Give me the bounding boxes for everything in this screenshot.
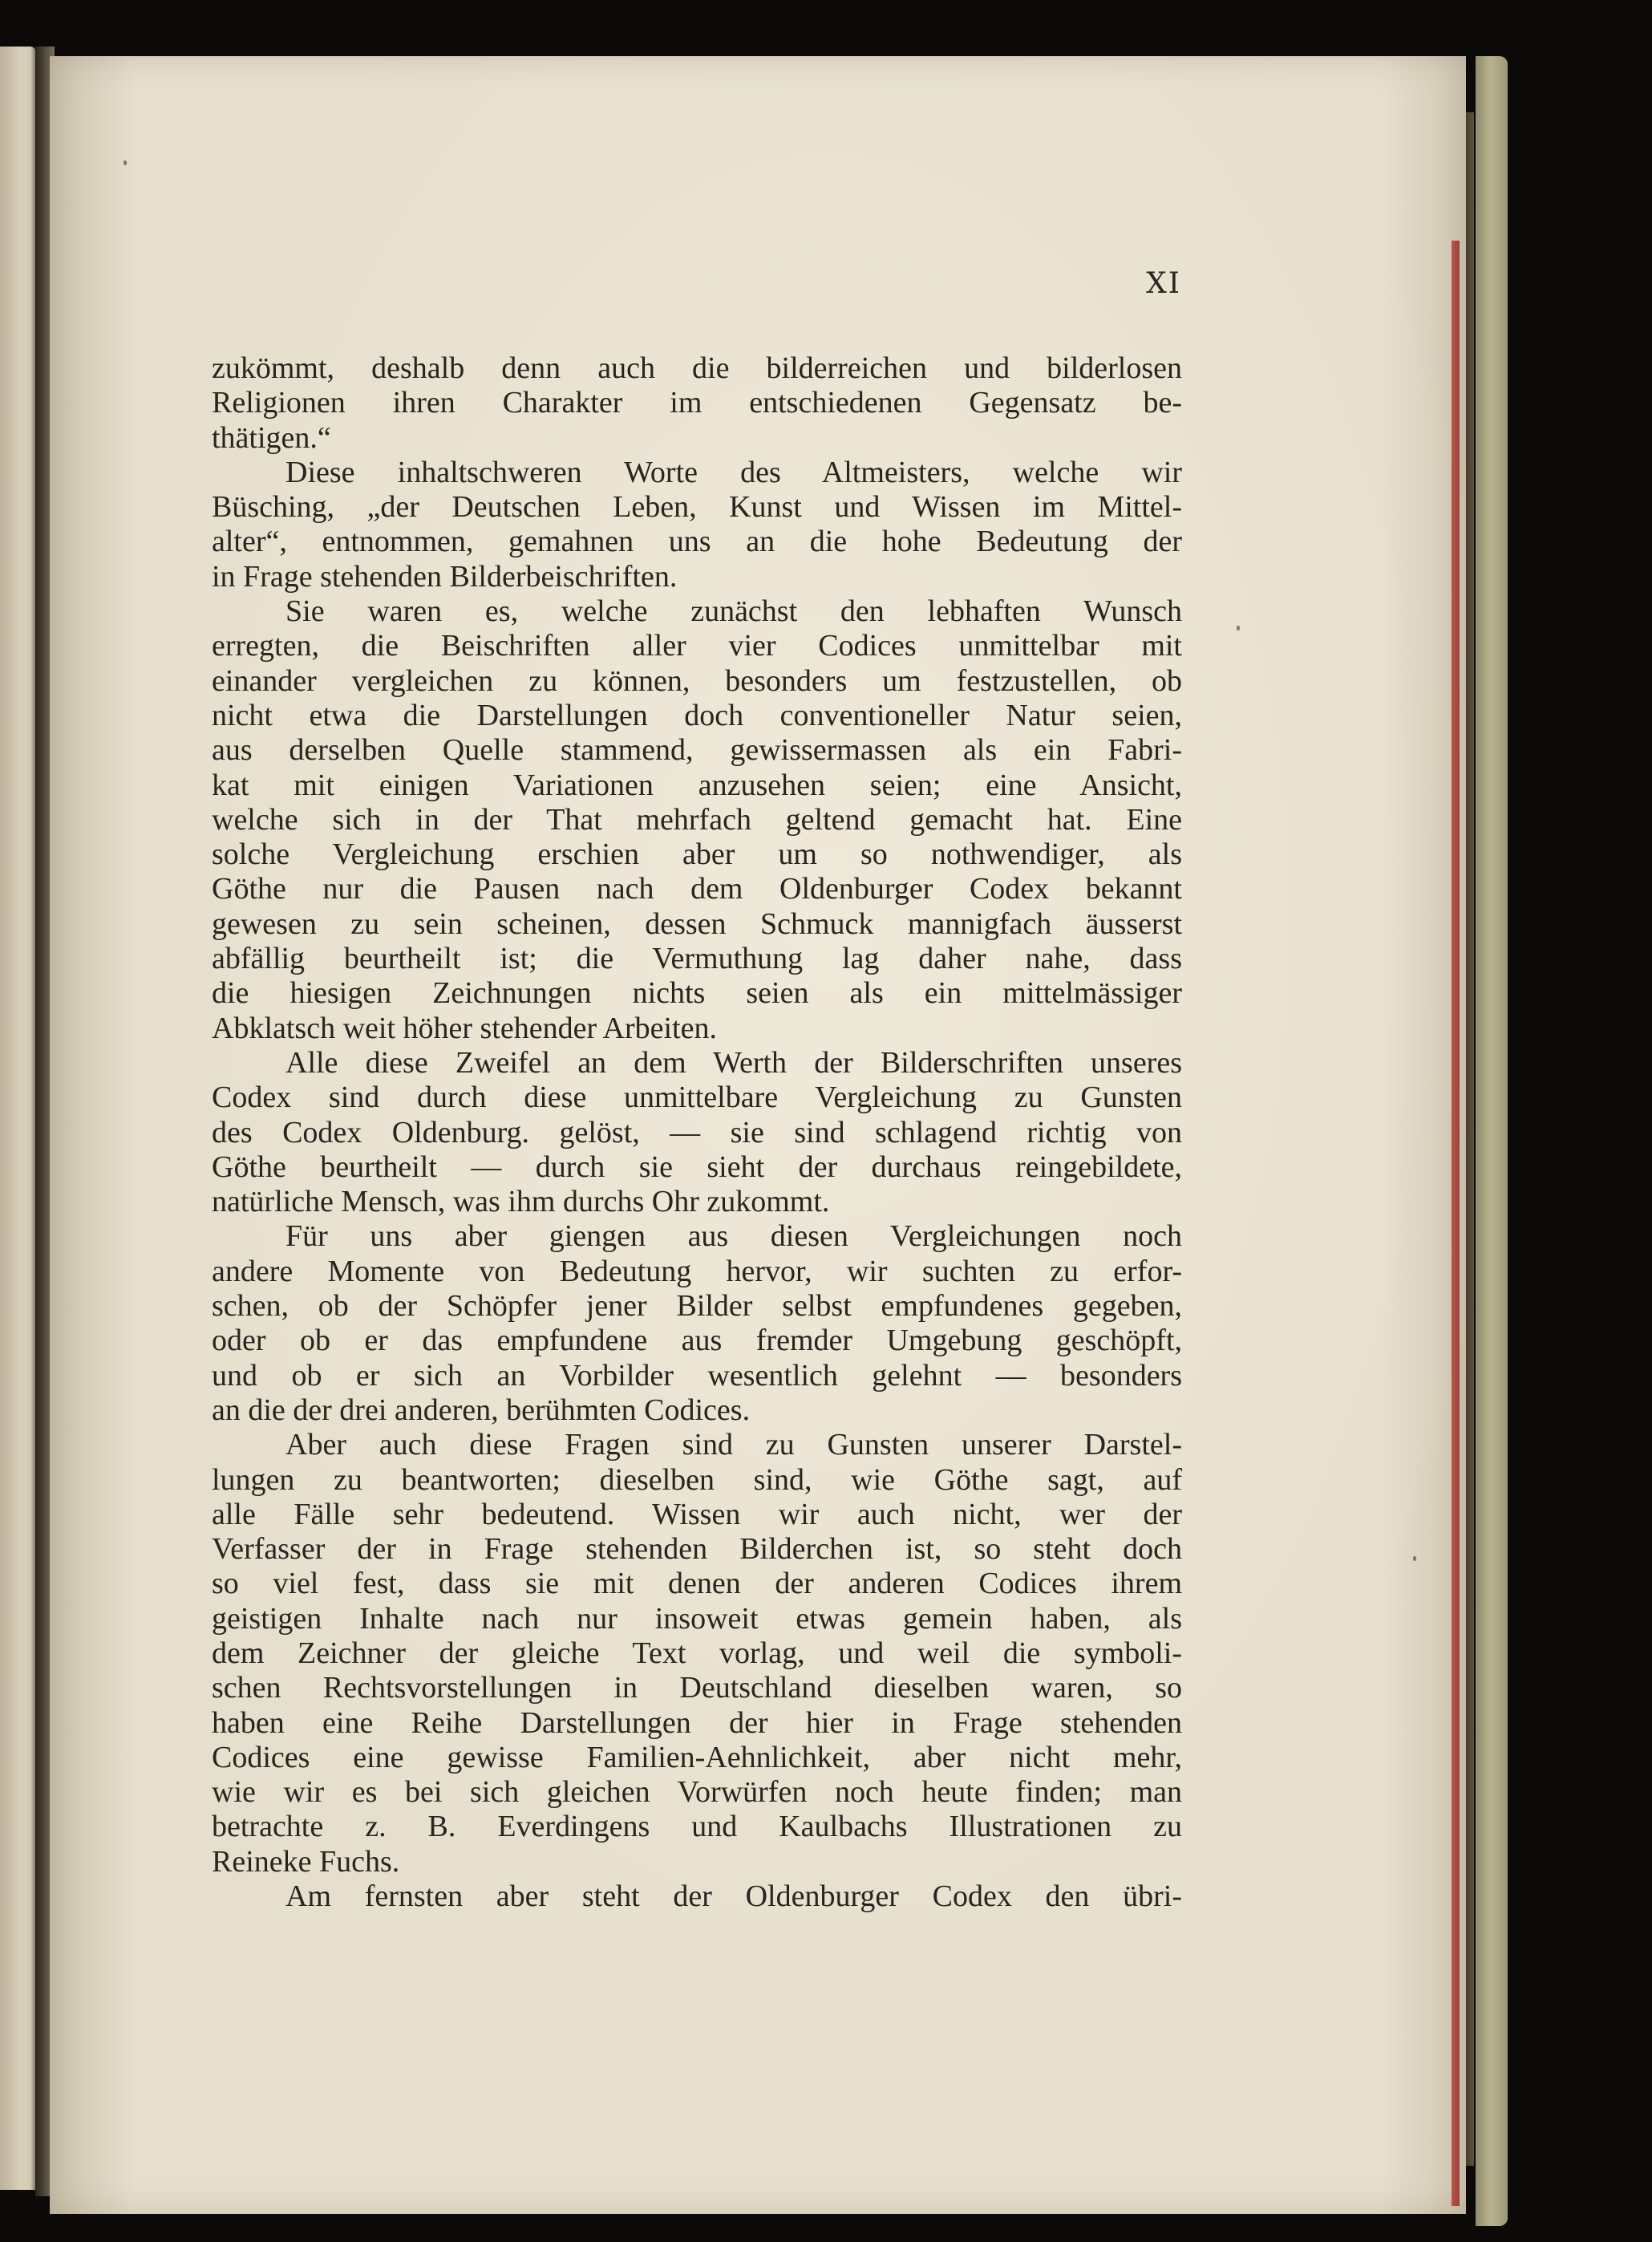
text-line: kat mit einigen Variationen anzusehen seien; eine Ansicht,	[212, 768, 1182, 802]
text-line: haben eine Reihe Darstellungen der hier in Frage stehenden	[212, 1705, 1182, 1740]
text-line: aus derselben Quelle stammend, gewissermassen als ein Fabri-	[212, 733, 1182, 768]
text-line: Göthe beurtheilt — durch sie sieht der durchaus reingebildete,	[212, 1149, 1182, 1184]
text-line: betrachte z. B. Everdingens und Kaulbachs Illustrationen zu	[212, 1810, 1182, 1844]
text-line: gewesen zu sein scheinen, dessen Schmuck mannigfach äusserst	[212, 906, 1182, 941]
text-line: Alle diese Zweifel an dem Werth der Bilderschriften unseres	[285, 1045, 1182, 1080]
text-line: Göthe nur die Pausen nach dem Oldenburger Codex bekannt	[212, 872, 1182, 906]
text-line: erregten, die Beischriften aller vier Codices unmittelbar mit	[212, 629, 1182, 663]
paper-speck	[1413, 1556, 1416, 1561]
text-line: schen Rechtsvorstellungen in Deutschland dieselben waren, so	[212, 1671, 1182, 1705]
text-line: schen, ob der Schöpfer jener Bilder selbst empfundenes gegeben,	[212, 1289, 1182, 1324]
body-text	[212, 351, 1182, 1914]
text-line: geistigen Inhalte nach nur insoweit etwas gemein haben, als	[212, 1601, 1182, 1636]
text-line: Verfasser der in Frage stehenden Bilderchen ist, so steht doch	[212, 1532, 1182, 1567]
text-line: abfällig beurtheilt ist; die Vermuthung lag daher nahe, dass	[212, 942, 1182, 976]
text-line: alle Fälle sehr bedeutend. Wissen wir auch nicht, wer der	[212, 1497, 1182, 1531]
previous-page-edge	[0, 47, 35, 2190]
text-line: des Codex Oldenburg. gelöst, — sie sind schlagend richtig von	[212, 1115, 1182, 1149]
text-line: Reineke Fuchs.	[212, 1844, 400, 1879]
text-line: welche sich in der That mehrfach geltend gemacht hat. Eine	[212, 802, 1182, 837]
text-line: dem Zeichner der gleiche Text vorlag, und weil die symboli-	[212, 1636, 1182, 1670]
text-line: solche Vergleichung erschien aber um so nothwendiger, als	[212, 837, 1182, 872]
text-line: Büsching, „der Deutschen Leben, Kunst und Wissen im Mittel-	[212, 490, 1182, 525]
text-line: thätigen.“	[212, 420, 331, 455]
text-line: natürliche Mensch, was ihm durchs Ohr zukommt.	[212, 1185, 830, 1219]
text-line: die hiesigen Zeichnungen nichts seien als ein mittelmässiger	[212, 976, 1182, 1011]
text-line: Am fernsten aber steht der Oldenburger Codex den übri-	[285, 1879, 1182, 1914]
text-line: andere Momente von Bedeutung hervor, wir suchten zu erfor-	[212, 1254, 1182, 1288]
text-line: Codex sind durch diese unmittelbare Vergleichung zu Gunsten	[212, 1080, 1182, 1115]
text-line: zukömmt, deshalb denn auch die bilderreichen und bilderlosen	[212, 351, 1182, 385]
text-line: Aber auch diese Fragen sind zu Gunsten unserer Darstel-	[285, 1428, 1182, 1462]
text-line: nicht etwa die Darstellungen doch conventioneller Natur seien,	[212, 698, 1182, 732]
text-line: und ob er sich an Vorbilder wesentlich gelehnt — besonders	[212, 1358, 1182, 1393]
text-line: Religionen ihren Charakter im entschiedenen Gegensatz be-	[212, 386, 1182, 420]
text-line: Diese inhaltschweren Worte des Altmeisters, welche wir	[285, 455, 1182, 489]
red-page-edge	[1452, 241, 1460, 2206]
text-line: an die der drei anderen, berühmten Codices.	[212, 1393, 751, 1427]
text-line: lungen zu beantworten; dieselben sind, wie Göthe sagt, auf	[212, 1462, 1182, 1497]
text-line: in Frage stehenden Bilderbeischriften.	[212, 559, 678, 594]
text-line: einander vergleichen zu können, besonders um festzustellen, ob	[212, 663, 1182, 698]
text-line: so viel fest, dass sie mit denen der anderen Codices ihrem	[212, 1567, 1182, 1601]
text-line: wie wir es bei sich gleichen Vorwürfen noch heute finden; man	[212, 1775, 1182, 1810]
paper-speck	[1237, 626, 1240, 630]
text-line: Abklatsch weit höher stehender Arbeiten.	[212, 1011, 717, 1045]
paper-speck	[123, 160, 127, 165]
text-line: Für uns aber giengen aus diesen Vergleichungen noch	[285, 1219, 1182, 1254]
page-number: XI	[1146, 267, 1181, 300]
text-line: Codices eine gewisse Familien-Aehnlichkeit, aber nicht mehr,	[212, 1740, 1182, 1774]
text-line: Sie waren es, welche zunächst den lebhaften Wunsch	[285, 594, 1182, 629]
text-line: oder ob er das empfundene aus fremder Umgebung geschöpft,	[212, 1324, 1182, 1358]
book-cover-edge	[1476, 56, 1508, 2226]
text-line: alter“, entnommen, gemahnen uns an die hohe Bedeutung der	[212, 525, 1182, 559]
